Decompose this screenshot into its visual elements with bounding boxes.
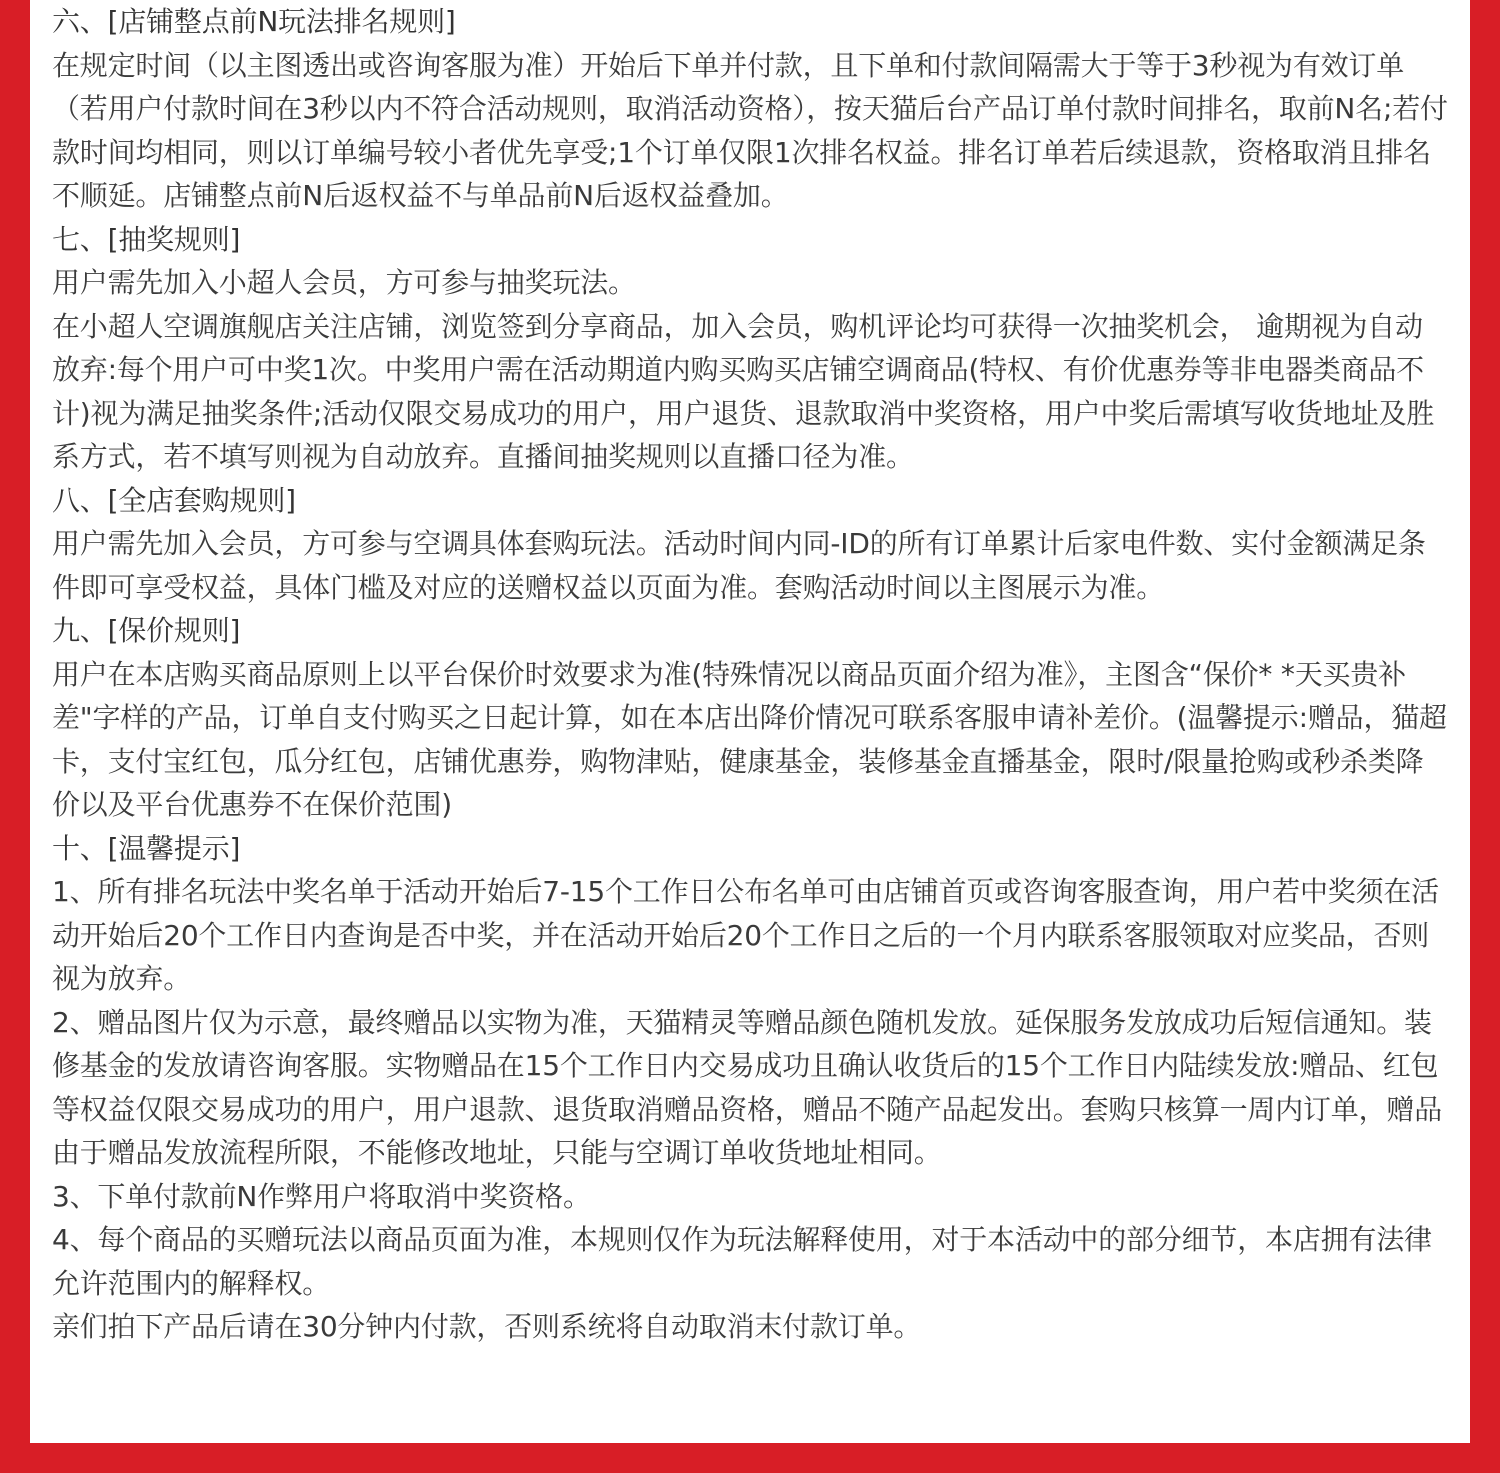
section-7-paragraph-1: 用户需先加入小超人会员，方可参与抽奖玩法。: [52, 266, 636, 299]
section-10-paragraph-2: 2、赠品图片仅为示意，最终赠品以实物为准，天猫精灵等赠品颜色随机发放。延保服务发放成功后短信通知。装修基金的发放请咨询客服。实物赠品在15个工作日内交易成功且确认收货后的15个工作日内陆续发放:赠品、红包等权益仅限交易成功的用户，用户退款、退货取消赠品资格，赠品不随产品起发出。套购只核算一周内订单，赠品由于赠品发放流程所限，不能修改地址，只能与空调订单收货地址相同。: [52, 1005, 1443, 1169]
section-heading-8: 八、[全店套购规则]: [52, 483, 296, 517]
section-10-paragraph-5: 亲们拍下产品后请在30分钟内付款，否则系统将自动取消末付款订单。: [52, 1310, 922, 1343]
rules-panel: [30, 0, 1470, 1443]
section-8-paragraph-1: 用户需先加入会员，方可参与空调具体套购玩法。活动时间内同-ID的所有订单累计后家电件数、实付金额满足条件即可享受权益，具体门槛及对应的送赠权益以页面为准。套购活动时间以主图展示为准。: [52, 527, 1426, 604]
section-9-paragraph-1: 用户在本店购买商品原则上以平台保价时效要求为准(特殊情况以商品页面介绍为准》，主图含“保价* *天买贵补差"字样的产品，订单自支付购买之日起计算，如在本店出降价情况可联系客服申请补差价。(温馨提示:赠品，猫超卡，支付宝红包，瓜分红包，店铺优惠券，购物津贴，健康基金，装修基金直播基金，限时/限量抢购或秒杀类降价以及平台优惠券不在保价范围): [52, 657, 1447, 821]
section-10-paragraph-3: 3、下单付款前N作弊用户将取消中奖资格。: [52, 1179, 591, 1213]
section-10-paragraph-4: 4、每个商品的买赠玩法以商品页面为准，本规则仅作为玩法解释使用，对于本活动中的部分细节，本店拥有法律允许范围内的解释权。: [52, 1223, 1432, 1300]
section-heading-7: 七、[抽奖规则]: [52, 222, 241, 256]
section-heading-10: 十、[温馨提示]: [52, 831, 241, 865]
section-heading-6: 六、[店铺整点前N玩法排名规则]: [52, 5, 456, 38]
section-6-paragraph-1: 在规定时间（以主图透出或咨询客服为准）开始后下单并付款，且下单和付款间隔需大于等于3秒视为有效订单（若用户付款时间在3秒以内不符合活动规则，取消活动资格），按天猫后台产品订单付款时间排名，取前N名;若付款时间均相同，则以订单编号较小者优先享受;1个订单仅限1次排名权益。排名订单若后续退款，资格取消且排名不顺延。店铺整点前N后返权益不与单品前N后返权益叠加。: [52, 48, 1448, 212]
section-heading-9: 九、[保价规则]: [52, 614, 241, 647]
section-7-paragraph-2: 在小超人空调旗舰店关注店铺，浏览签到分享商品，加入会员，购机评论均可获得一次抽奖机会， 逾期视为自动放弃:每个用户可中奖1次。中奖用户需在活动期道内购买购买店铺空调商品(特权、有价优惠券等非电器类商品不计)视为满足抽奖条件;活动仅限交易成功的用户，用户退货、退款取消中奖资格，用户中奖后需填写收货地址及胜系方式，若不填写则视为自动放弃。直播间抽奖规则以直播口径为准。: [52, 309, 1435, 473]
section-10-paragraph-1: 1、所有排名玩法中奖名单于活动开始后7-15个工作日公布名单可由店铺首页或咨询客服查询，用户若中奖须在活动开始后20个工作日内查询是否中奖，并在活动开始后20个工作日之后的一个月内联系客服领取对应奖品，否则视为放弃。: [52, 875, 1439, 995]
rules-content: [52, 0, 1448, 1349]
